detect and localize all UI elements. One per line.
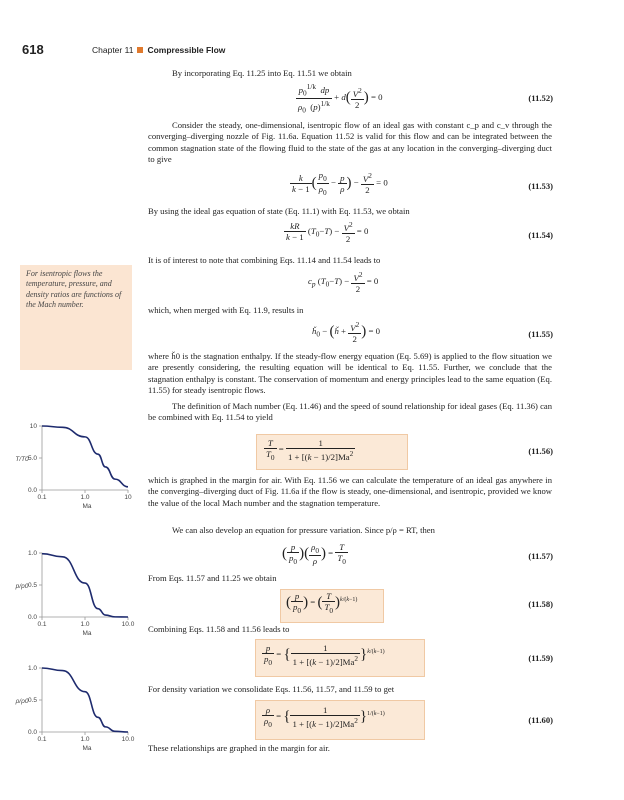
y-tick-label: 0.5 [27,582,37,590]
equation-11-52: $\frac{p_0^{1/k} dp}{\rho_0 (p)^{1/k}}$ + d( $\frac{V^2}{2}$ ) = 0 [298,82,383,115]
x-axis-label: Ma [82,745,92,752]
x-tick-label: 10.0 [121,736,135,743]
paragraph-4: It is of interest to note that combining Eqs. 11.14 and 11.54 leads to [148,255,381,265]
x-tick-label: 1.0 [80,621,90,628]
equation-11-60: $\frac{\rho}{\rho_0}$ = { $\frac{1}{1 + [(k - 1)/2]Ma^2}$ }$^{1/(k-1)}$ [264,705,385,729]
chart-density-ratio [0,660,140,760]
margin-note: For isentropic flows the temperature, pressure, and density ratios are functions of the Mach number. [20,265,132,370]
eq-number-11-58: (11.58) [528,599,553,609]
y-tick-label: 1.0 [27,550,37,558]
y-tick-label: 5.0 [27,455,37,463]
eq-number-11-57: (11.57) [528,551,553,561]
x-tick-label: 10 [124,494,132,501]
y-axis-label: ρ/ρ0 [15,698,29,705]
eq-number-11-53: (11.53) [528,181,553,191]
equation-11-54: $\frac{kR}{k - 1}$ $(T_0-T)$ − $\frac{V^2}{2}$ = 0 [286,220,369,244]
paragraph-6: where ȟ0 is the stagnation enthalpy. If the steady-flow energy equation (Eq. 5.69) is applied to the flow situation we are presently considering, the resulting equation will be identical to Eq. 11.55. Further, we conclude that the stagnation enthalpy is constant. The conservation of momentum and energy principles lead to the same equation (Eq. 11.55) for steady isentropic flows. [148,351,552,395]
paragraph-13: These relationships are graphed in the margin for air. [148,743,330,753]
eq-number-11-59: (11.59) [528,653,553,663]
chart-temperature-ratio [0,418,140,518]
paragraph-1: By incorporating Eq. 11.25 into Eq. 11.51 we obtain [172,68,352,78]
x-tick-label: 10.0 [121,621,135,628]
paragraph-10: From Eqs. 11.57 and 11.25 we obtain [148,573,277,583]
paragraph-2: Consider the steady, one-dimensional, isentropic flow of an ideal gas with constant c_p and c_v through the converging–diverging nozzle of Fig. 11.6a. Equation 11.52 is valid for this flow and can be integrated between the common stagnation state of the flowing fluid to the state of the gas at any location in the converging–diverging duct to give [148,120,552,164]
y-axis-label: T/T0 [15,456,29,463]
equation-11-59: $\frac{p}{p_0}$ = { $\frac{1}{1 + [(k - 1)/2]Ma^2}$ }$^{k/(k-1)}$ [264,643,385,667]
x-tick-label: 1.0 [80,736,90,743]
paragraph-11: Combining Eqs. 11.58 and 11.56 leads to [148,624,290,634]
paragraph-8: which is graphed in the margin for air. With Eq. 11.56 we can calculate the temperature of an ideal gas anywhere in the converging–diverging duct of Fig. 11.6a if the flow is steady, one-dimensional, and isentropic, provided we know the value of the local Mach number and the stagnation temperature. [148,475,552,508]
y-tick-label: 10 [29,423,37,431]
y-tick-label: 0.5 [27,697,37,705]
equation-cp: $c_p$ $(T_0-T)$ − $\frac{V^2}{2}$ = 0 [308,270,379,294]
paragraph-5: which, when merged with Eq. 11.9, results in [148,305,304,315]
eq-number-11-54: (11.54) [528,230,553,240]
x-tick-label: 0.1 [37,621,47,628]
y-axis-label: p/p0 [15,583,29,590]
square-bullet-icon [137,47,143,53]
chart-pressure-ratio [0,545,140,645]
y-tick-label: 0.0 [27,729,37,737]
paragraph-12: For density variation we consolidate Eqs. 11.56, 11.57, and 11.59 to get [148,684,395,694]
y-tick-label: 1.0 [27,665,37,673]
chapter-title: Compressible Flow [147,45,226,55]
series-line [42,426,128,487]
axis-lines [42,553,128,617]
series-line [42,668,128,732]
equation-11-56: $\frac{T}{T_0}$ = $\frac{1}{1 + [(k - 1)/2]Ma^2}$ [266,438,354,462]
series-line [42,554,128,617]
chapter-label: Chapter 11 [92,45,134,55]
paragraph-3: By using the ideal gas equation of state (Eq. 11.1) with Eq. 11.53, we obtain [148,206,410,216]
x-tick-label: 0.1 [37,494,47,501]
x-tick-label: 0.1 [37,736,47,743]
running-head [92,45,225,55]
eq-number-11-55: (11.55) [528,329,553,339]
x-axis-label: Ma [82,630,92,637]
page-number: 618 [22,42,44,57]
eq-number-11-60: (11.60) [528,715,553,725]
paragraph-9: We can also develop an equation for pressure variation. Since p/ρ = RT, then [172,525,435,535]
eq-number-11-56: (11.56) [528,446,553,456]
eq-number-11-52: (11.52) [528,93,553,103]
x-tick-label: 1.0 [80,494,90,501]
x-axis-label: Ma [82,503,92,510]
equation-11-58: ( $\frac{p}{p_0}$ ) = ( $\frac{T}{T_0}$ )$^{k/(k-1)}$ [286,591,358,615]
axis-lines [42,426,128,490]
equation-11-57: ( $\frac{p}{p_0}$ )( $\frac{\rho_0}{\rho}$ ) = $\frac{T}{T_0}$ [282,542,346,566]
equation-11-53: $\frac{k}{k - 1}$ ( $\frac{p_0}{\rho_0}$ − $\frac{p}{\rho}$ ) − $\frac{V^2}{2}$ = 0 [292,170,388,197]
axis-lines [42,668,128,732]
y-tick-label: 0.0 [27,487,37,495]
paragraph-7: The definition of Mach number (Eq. 11.46) and the speed of sound relationship for ideal gases (Eq. 11.36) can be combined with Eq. 11.54 to yield [148,401,552,423]
equation-11-55: $ȟ_0$ − (ȟ + $\frac{V^2}{2}$ ) = 0 [312,320,381,344]
y-tick-label: 0.0 [27,614,37,622]
